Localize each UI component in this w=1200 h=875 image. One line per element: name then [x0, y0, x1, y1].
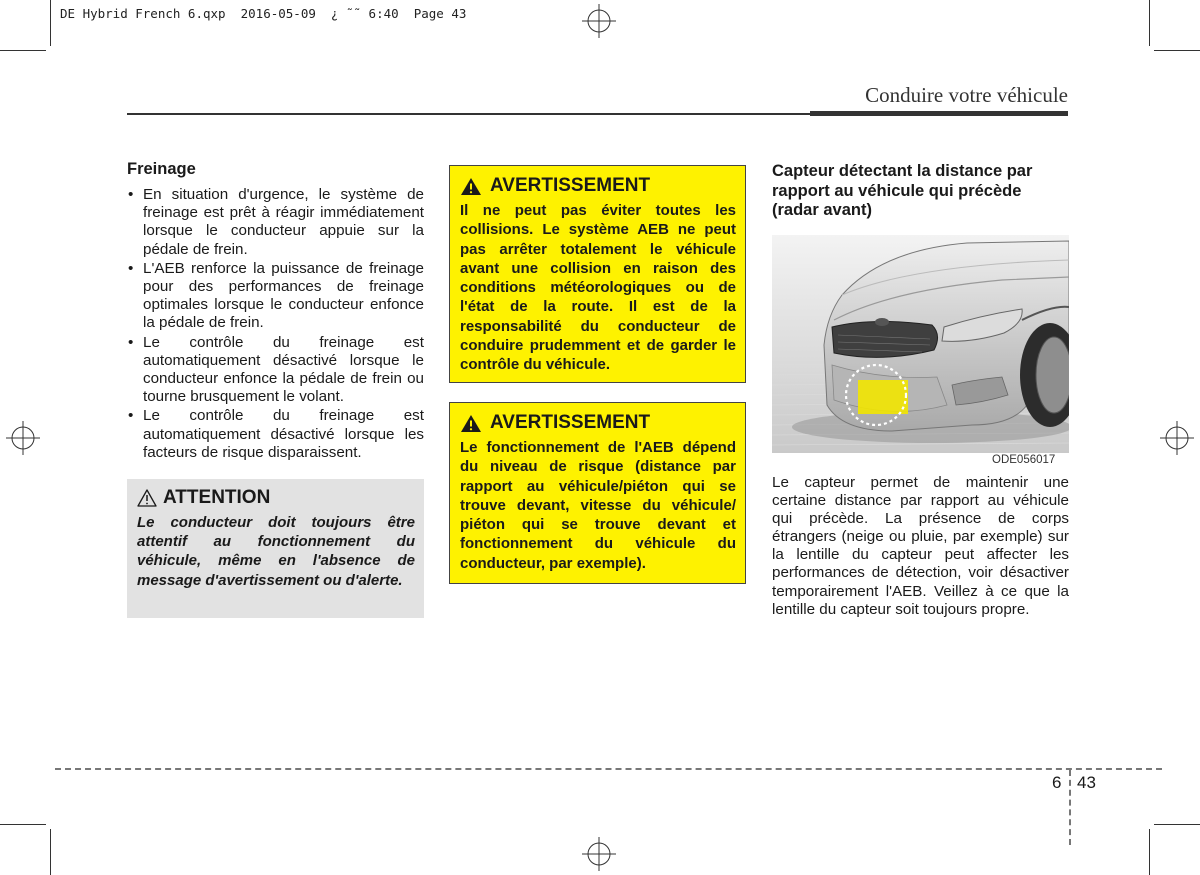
- crop-mark: [1149, 829, 1150, 875]
- list-item: • Le contrôle du freinage est automatiquement désactivé lorsque le conducteur enfonce la pédale de frein ou tourne brusquement le volant.: [127, 334, 424, 407]
- bullet-list: [127, 186, 424, 462]
- crop-mark: [1154, 50, 1200, 51]
- left-column: [127, 160, 424, 463]
- list-item: • L'AEB renforce la puissance de freinage pour des performances de freinage optimales lorsque le conducteur enfonce la pédale de frein.: [127, 260, 424, 333]
- image-code: ODE056017: [992, 454, 1056, 466]
- registration-mark-icon: [582, 4, 616, 38]
- warning-box: [449, 165, 746, 383]
- header-rule: [127, 113, 810, 115]
- attention-box: [127, 479, 424, 618]
- caution-triangle-outline-icon: [137, 489, 157, 507]
- attention-header: [137, 487, 415, 509]
- crop-mark: [1149, 0, 1150, 46]
- warning-title: AVERTISSEMENT: [490, 175, 651, 196]
- attention-title: ATTENTION: [163, 487, 271, 508]
- crop-mark: [50, 829, 51, 875]
- section-heading: Freinage: [127, 160, 196, 178]
- crop-mark: [0, 824, 46, 825]
- warning-title: AVERTISSEMENT: [490, 412, 651, 433]
- chapter-number: 6: [1052, 773, 1062, 792]
- list-item: • En situation d'urgence, le système de freinage est prêt à réagir immédiatement lorsque le conducteur appuie sur la pédale de frein.: [127, 186, 424, 259]
- list-item: • Le contrôle du freinage est automatiquement désactivé lorsque les facteurs de risque disparaissent.: [127, 407, 424, 462]
- footer-rule: [55, 768, 1162, 770]
- warning-box: [449, 402, 746, 584]
- page-number: 43: [1077, 773, 1096, 792]
- crop-mark: [1154, 824, 1200, 825]
- header-rule-thick: [810, 111, 1068, 116]
- section-heading: Capteur détectant la distance par rapport au véhicule qui précède (radar avant): [772, 162, 1033, 219]
- registration-mark-icon: [6, 421, 40, 455]
- attention-text: Le conducteur doit toujours être attentif au fonctionnement du véhicule, même en l'absence de message d'avertissement ou d'alerte.: [137, 514, 415, 589]
- warning-text: Il ne peut pas éviter toutes les collisions. Le système AEB ne peut pas arrêter totalement le véhicule avant une collision en raison des conditions météorologiques ou de l'état de la route. Il est de la responsabilité du conducteur de conduire prudemment et de garder le contrôle du véhicule.: [460, 202, 736, 374]
- running-head: Conduire votre véhicule: [865, 83, 1068, 107]
- footer-divider: [1069, 770, 1071, 845]
- crop-mark: [0, 50, 46, 51]
- body-text: Le capteur permet de maintenir une certaine distance par rapport au véhicule qui précède. La présence de corps étrangers (neige ou pluie, par exemple) sur la lentille du capteur peut affecter les performances de détection, voir désactiver temporairement l'AEB. Veillez à ce que la lentille du capteur soit toujours propre.: [772, 474, 1069, 618]
- warning-text: Le fonctionnement de l'AEB dépend du niveau de risque (distance par rapport au véhicule/piéton qui se trouve devant, vitesse du véhicule/ piéton qui se trouve devant et fonctionnement du véhicule du conducteur, par exemple).: [460, 439, 736, 572]
- car-front-radar-illustration: [772, 235, 1069, 453]
- registration-mark-icon: [582, 837, 616, 871]
- print-slug: DE Hybrid French 6.qxp 2016-05-09 ¿ ˜˜ 6:40 Page 43: [60, 6, 467, 21]
- warning-header: [460, 412, 736, 434]
- warning-triangle-icon: [460, 414, 482, 433]
- crop-mark: [50, 0, 51, 46]
- warning-triangle-icon: [460, 177, 482, 196]
- warning-header: [460, 175, 736, 197]
- registration-mark-icon: [1160, 421, 1194, 455]
